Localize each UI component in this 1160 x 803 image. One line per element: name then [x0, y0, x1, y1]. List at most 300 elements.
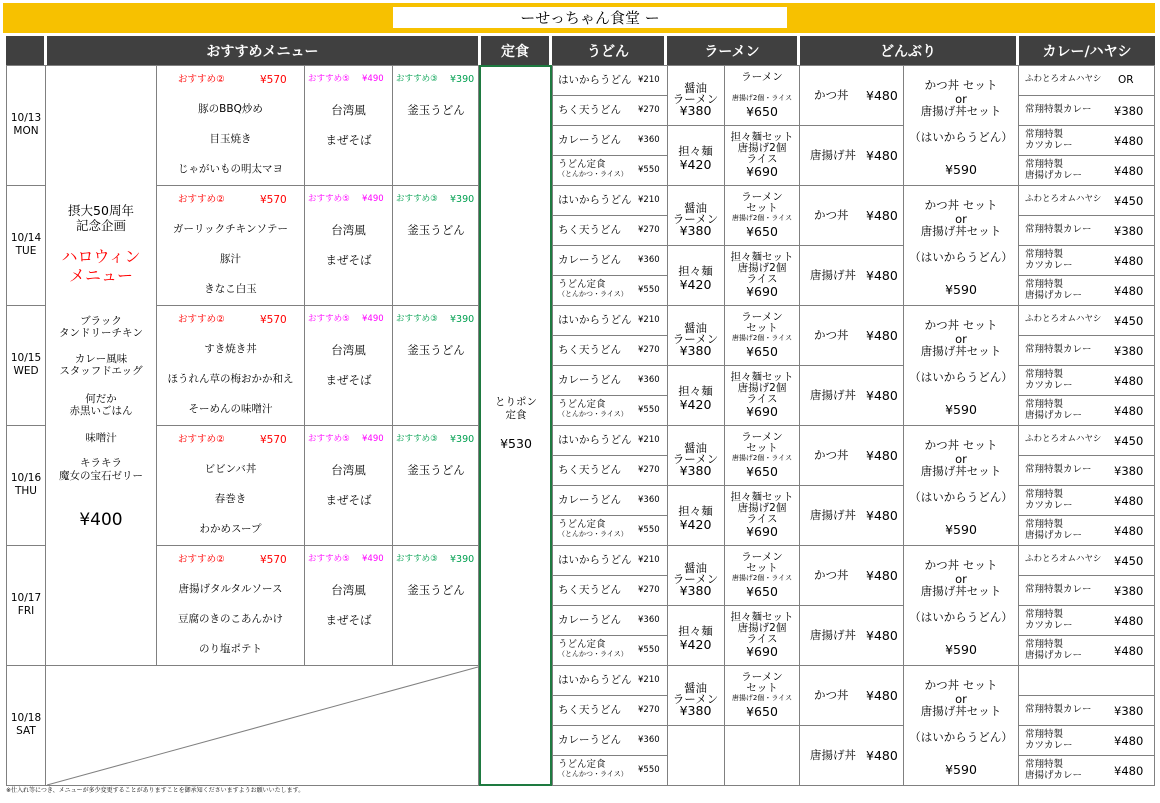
header-udon: うどん — [552, 36, 664, 66]
grid-line-v — [304, 65, 305, 665]
udon-name: うどん定食 — [558, 159, 606, 170]
ramen-set-sub: 唐揚げ2個・ライス — [731, 574, 793, 582]
grid-line-h — [1018, 485, 1155, 486]
don-set-1: かつ丼 セット — [924, 558, 998, 572]
ramen-set-sub: 唐揚げ2個・ライス — [731, 454, 793, 462]
grid-line-h — [552, 305, 1155, 306]
day-dow: TUE — [15, 245, 37, 257]
grid-line-h — [1018, 695, 1155, 696]
tantan: 担々麺 — [678, 504, 713, 518]
tantan-price: ¥420 — [679, 397, 712, 412]
grid-line-h — [6, 305, 46, 306]
day-date: 10/18 — [10, 712, 42, 724]
rec5-item-line1: 台湾風 — [331, 343, 366, 357]
don-set-3: （はいからうどん） — [909, 730, 1013, 744]
ramen-name: ラーメン — [672, 332, 719, 346]
ramen-shoyu-price: ¥380 — [679, 703, 712, 718]
grid-line-h — [1018, 125, 1155, 126]
tantan: 担々麺 — [678, 264, 713, 278]
curry-omu: ふわとろオムハヤシ — [1025, 74, 1102, 84]
rec2-item: のり塩ポテト — [199, 643, 262, 655]
rec3-label: おすすめ③ — [396, 314, 438, 324]
udon-sub: （とんかつ・ライス） — [558, 770, 628, 778]
grid-line-h — [1018, 515, 1155, 516]
udon-price: ¥210 — [638, 195, 660, 205]
rec5-item-line2: まぜそば — [325, 133, 372, 147]
grid-line-h — [799, 725, 904, 726]
don-set-price: ¥590 — [945, 162, 977, 177]
rec5-item-line1: 台湾風 — [331, 463, 366, 477]
grid-line-v — [156, 65, 157, 665]
special-item: 赤黒いごはん — [69, 405, 133, 417]
rec2-item: 豚のBBQ炒め — [198, 103, 263, 115]
curry-j1-price: ¥380 — [1114, 224, 1144, 238]
don-set-3: （はいからうどん） — [909, 130, 1013, 144]
header-teishoku: 定食 — [481, 36, 549, 66]
udon-name: ちく天うどん — [558, 104, 621, 116]
grid-line-h — [552, 185, 1155, 186]
grid-line-h — [552, 125, 668, 126]
don-set-1: かつ丼 セット — [924, 318, 998, 332]
ramen-shoyu-price: ¥380 — [679, 223, 712, 238]
grid-line-h — [667, 605, 800, 606]
curry-k-price: ¥480 — [1114, 254, 1144, 268]
rec2-label: おすすめ② — [178, 554, 225, 565]
grid-line-h — [667, 245, 800, 246]
special-price: ¥400 — [79, 510, 123, 530]
grid-line-h — [156, 305, 479, 306]
grid-line-h — [667, 485, 800, 486]
rec2-item: 豆腐のきのこあんかけ — [178, 613, 283, 625]
grid-line-h — [1018, 365, 1155, 366]
karaage-don: 唐揚げ丼 — [810, 268, 856, 282]
curry-j1: 常翔特製カレー — [1025, 464, 1092, 475]
grid-line-h — [552, 425, 1155, 426]
ramen-set-price: ¥650 — [746, 344, 778, 359]
ramen-name: ラーメン — [672, 212, 719, 226]
curry-k1: 常翔特製 — [1025, 129, 1064, 140]
rec3-item: 釜玉うどん — [407, 463, 465, 477]
ramen-shoyu: 醤油 — [684, 681, 707, 695]
karaage-don-price: ¥480 — [866, 628, 898, 643]
ramen-set: ラーメン — [741, 311, 783, 323]
curry-a1: 常翔特製 — [1025, 759, 1064, 770]
tantan-set-2: 唐揚げ2個 — [737, 502, 787, 514]
ramen-shoyu: 醤油 — [684, 441, 707, 455]
grid-line-h — [552, 545, 1155, 546]
curry-omu: ふわとろオムハヤシ — [1025, 554, 1102, 564]
rec2-item: じゃがいもの明太マヨ — [178, 163, 283, 175]
udon-price: ¥210 — [638, 675, 660, 685]
udon-price: ¥550 — [638, 525, 660, 535]
rec5-label: おすすめ⑤ — [308, 554, 350, 564]
rec3-item: 釜玉うどん — [407, 343, 465, 357]
rec3-item: 釜玉うどん — [407, 583, 465, 597]
day-date: 10/17 — [10, 592, 42, 604]
tantan-set-3: ライス — [746, 393, 778, 405]
curry-a1: 常翔特製 — [1025, 159, 1064, 170]
don-set-or: or — [955, 212, 967, 226]
rec2-item: 豚汁 — [220, 253, 241, 265]
ramen-set: ラーメン — [741, 671, 783, 683]
grid-line-h — [552, 485, 668, 486]
don-set-1: かつ丼 セット — [924, 678, 998, 692]
grid-line-h — [156, 425, 479, 426]
katsudon-price: ¥480 — [866, 208, 898, 223]
udon-sub: （とんかつ・ライス） — [558, 530, 628, 538]
katsudon: かつ丼 — [814, 448, 849, 462]
karaage-don: 唐揚げ丼 — [810, 388, 856, 402]
udon-price: ¥360 — [638, 375, 660, 385]
udon-price: ¥210 — [638, 435, 660, 445]
rec5-item-line2: まぜそば — [325, 493, 372, 507]
grid-line-h — [1018, 605, 1155, 606]
udon-name: はいからうどん — [558, 74, 632, 86]
grid-line-h — [6, 665, 46, 666]
grid-line-h — [552, 665, 1155, 666]
udon-sub: （とんかつ・ライス） — [558, 410, 628, 418]
curry-k2: カツカレー — [1025, 740, 1073, 751]
curry-k-price: ¥480 — [1114, 374, 1144, 388]
rec2-item: そーめんの味噌汁 — [188, 403, 273, 415]
special-item: 味噌汁 — [85, 432, 117, 444]
ramen-set-2: セット — [746, 562, 778, 574]
curry-k-price: ¥480 — [1114, 134, 1144, 148]
grid-line-h — [6, 65, 1155, 66]
curry-omu-price: ¥450 — [1114, 554, 1144, 568]
don-set-2: 唐揚げ丼セット — [920, 344, 1002, 358]
rec3-price: ¥390 — [450, 74, 475, 85]
udon-name: カレーうどん — [558, 734, 621, 746]
grid-line-h — [1018, 275, 1155, 276]
ramen-name: ラーメン — [672, 452, 719, 466]
ramen-shoyu: 醤油 — [684, 201, 707, 215]
grid-line-h — [1018, 215, 1155, 216]
rec2-price: ¥570 — [260, 434, 287, 446]
don-set-3: （はいからうどん） — [909, 370, 1013, 384]
ramen-set-price: ¥650 — [746, 584, 778, 599]
tantan-set-1: 担々麺セット — [730, 131, 794, 143]
don-set-2: 唐揚げ丼セット — [920, 104, 1002, 118]
don-set-2: 唐揚げ丼セット — [920, 224, 1002, 238]
katsudon: かつ丼 — [814, 688, 849, 702]
rec2-label: おすすめ② — [178, 434, 225, 445]
ramen-set-sub: 唐揚げ2個・ライス — [731, 694, 793, 702]
curry-j1-price: ¥380 — [1114, 704, 1144, 718]
rec5-label: おすすめ⑤ — [308, 434, 350, 444]
udon-name: うどん定食 — [558, 519, 606, 530]
katsudon-price: ¥480 — [866, 448, 898, 463]
rec5-label: おすすめ⑤ — [308, 194, 350, 204]
ramen-set: ラーメン — [741, 191, 783, 203]
udon-sub: （とんかつ・ライス） — [558, 650, 628, 658]
rec3-item: 釜玉うどん — [407, 103, 465, 117]
teishoku-price: ¥530 — [500, 436, 532, 451]
tantan-set-1: 担々麺セット — [730, 371, 794, 383]
don-set-price: ¥590 — [945, 522, 977, 537]
grid-line-h — [667, 125, 800, 126]
ramen-name: ラーメン — [672, 572, 719, 586]
grid-line-h — [552, 365, 668, 366]
karaage-don-price: ¥480 — [866, 748, 898, 763]
rec5-item-line2: まぜそば — [325, 253, 372, 267]
katsudon: かつ丼 — [814, 208, 849, 222]
don-set-3: （はいからうどん） — [909, 610, 1013, 624]
udon-price: ¥210 — [638, 75, 660, 85]
curry-omu-price: ¥450 — [1114, 314, 1144, 328]
rec2-label: おすすめ② — [178, 194, 225, 205]
udon-name: カレーうどん — [558, 254, 621, 266]
header-ramen: ラーメン — [667, 36, 797, 66]
teishoku-line2: 定食 — [505, 409, 527, 421]
tantan-set-2: 唐揚げ2個 — [737, 382, 787, 394]
grid-line-h — [799, 125, 904, 126]
day-date: 10/16 — [10, 472, 42, 484]
curry-k1: 常翔特製 — [1025, 249, 1064, 260]
grid-line-h — [1018, 335, 1155, 336]
special-title-2: 記念企画 — [75, 218, 126, 233]
udon-price: ¥550 — [638, 405, 660, 415]
rec3-price: ¥390 — [450, 194, 475, 205]
grid-line-h — [1018, 725, 1155, 726]
udon-name: はいからうどん — [558, 194, 632, 206]
special-title-1: 摂大50周年 — [68, 203, 134, 218]
day-dow: MON — [13, 125, 39, 137]
udon-price: ¥360 — [638, 615, 660, 625]
tantan-set-1: 担々麺セット — [730, 251, 794, 263]
tantan-set-2: 唐揚げ2個 — [737, 622, 787, 634]
tantan-set-3: ライス — [746, 633, 778, 645]
udon-price: ¥550 — [638, 165, 660, 175]
udon-name: ちく天うどん — [558, 344, 621, 356]
rec2-item: 春巻き — [214, 493, 247, 505]
curry-a2: 唐揚げカレー — [1025, 530, 1083, 541]
ramen-name: ラーメン — [672, 92, 719, 106]
rec2-price: ¥570 — [260, 194, 287, 206]
ramen-shoyu-price: ¥380 — [679, 463, 712, 478]
curry-k-price: ¥480 — [1114, 494, 1144, 508]
udon-price: ¥270 — [638, 585, 660, 595]
grid-line-h — [552, 95, 668, 96]
grid-line-h — [156, 545, 479, 546]
curry-omu: ふわとろオムハヤシ — [1025, 314, 1102, 324]
don-set-or: or — [955, 332, 967, 346]
grid-line-h — [552, 155, 668, 156]
ramen-shoyu: 醤油 — [684, 321, 707, 335]
rec2-item: 目玉焼き — [209, 133, 252, 145]
grid-line-h — [552, 335, 668, 336]
grid-line-h — [1018, 95, 1155, 96]
grid-line-h — [6, 425, 46, 426]
curry-a2: 唐揚げカレー — [1025, 650, 1083, 661]
ramen-set-sub: 唐揚げ2個・ライス — [731, 94, 793, 102]
udon-name: うどん定食 — [558, 279, 606, 290]
karaage-don: 唐揚げ丼 — [810, 748, 856, 762]
don-set-price: ¥590 — [945, 762, 977, 777]
rec3-price: ¥390 — [450, 314, 475, 325]
udon-price: ¥360 — [638, 255, 660, 265]
grid-line-h — [1018, 155, 1155, 156]
grid-line-h — [552, 605, 668, 606]
udon-price: ¥270 — [638, 705, 660, 715]
special-item: ブラック — [80, 315, 122, 327]
curry-a2: 唐揚げカレー — [1025, 170, 1083, 181]
udon-price: ¥550 — [638, 285, 660, 295]
curry-j1: 常翔特製カレー — [1025, 224, 1092, 235]
karaage-don-price: ¥480 — [866, 148, 898, 163]
udon-sub: （とんかつ・ライス） — [558, 290, 628, 298]
ramen-set-sub: 唐揚げ2個・ライス — [731, 334, 793, 342]
curry-k2: カツカレー — [1025, 140, 1073, 151]
curry-a-price: ¥480 — [1114, 284, 1144, 298]
rec3-price: ¥390 — [450, 554, 475, 565]
grid-line-h — [552, 575, 668, 576]
grid-line-h — [552, 725, 668, 726]
ramen-set-2: セット — [746, 322, 778, 334]
day-dow: FRI — [17, 605, 35, 617]
rec2-item: 唐揚げタルタルソース — [178, 583, 283, 595]
curry-a-price: ¥480 — [1114, 764, 1144, 778]
karaage-don-price: ¥480 — [866, 508, 898, 523]
curry-j1-price: ¥380 — [1114, 104, 1144, 118]
curry-k2: カツカレー — [1025, 380, 1073, 391]
katsudon-price: ¥480 — [866, 88, 898, 103]
grid-line-h — [1018, 395, 1155, 396]
curry-k-price: ¥480 — [1114, 734, 1144, 748]
tantan-price: ¥420 — [679, 637, 712, 652]
grid-line-h — [552, 275, 668, 276]
katsudon-price: ¥480 — [866, 688, 898, 703]
don-set-or: or — [955, 572, 967, 586]
tantan-price: ¥420 — [679, 517, 712, 532]
grid-line-h — [552, 635, 668, 636]
rec5-price: ¥490 — [362, 314, 384, 324]
tantan-set-3: ライス — [746, 153, 778, 165]
curry-a2: 唐揚げカレー — [1025, 290, 1083, 301]
udon-price: ¥360 — [638, 495, 660, 505]
curry-omu-price: ¥450 — [1114, 434, 1144, 448]
tantan-set-price: ¥690 — [746, 164, 778, 179]
udon-name: ちく天うどん — [558, 584, 621, 596]
special-item: 何だか — [85, 393, 117, 405]
grid-line-h — [6, 545, 46, 546]
rec2-label: おすすめ② — [178, 314, 225, 325]
udon-name: ちく天うどん — [558, 464, 621, 476]
udon-name: うどん定食 — [558, 399, 606, 410]
karaage-don: 唐揚げ丼 — [810, 508, 856, 522]
udon-sub: （とんかつ・ライス） — [558, 170, 628, 178]
grid-line-h — [1018, 635, 1155, 636]
tantan: 担々麺 — [678, 384, 713, 398]
curry-k1: 常翔特製 — [1025, 489, 1064, 500]
header-blank — [6, 36, 44, 66]
ramen-set: ラーメン — [741, 431, 783, 443]
udon-price: ¥550 — [638, 645, 660, 655]
udon-price: ¥270 — [638, 465, 660, 475]
curry-k1: 常翔特製 — [1025, 609, 1064, 620]
rec5-item-line1: 台湾風 — [331, 583, 366, 597]
rec2-item: わかめスープ — [199, 523, 262, 535]
grid-line-h — [1018, 575, 1155, 576]
curry-k2: カツカレー — [1025, 620, 1073, 631]
tantan-set-2: 唐揚げ2個 — [737, 262, 787, 274]
karaage-don: 唐揚げ丼 — [810, 628, 856, 642]
header-curry: カレー/ハヤシ — [1019, 36, 1155, 66]
tantan-set-price: ¥690 — [746, 404, 778, 419]
special-item: タンドリーチキン — [59, 327, 143, 339]
halloween-title-1: ハロウィン — [61, 247, 141, 266]
udon-name: はいからうどん — [558, 554, 632, 566]
don-set-price: ¥590 — [945, 642, 977, 657]
teishoku-frame — [479, 65, 552, 786]
curry-omu-or: OR — [1118, 74, 1134, 86]
day-dow: SAT — [16, 725, 36, 737]
grid-line-h — [552, 695, 668, 696]
don-set-or: or — [955, 92, 967, 106]
grid-line-h — [667, 725, 800, 726]
udon-name: カレーうどん — [558, 494, 621, 506]
grid-line-h — [1018, 755, 1155, 756]
ramen-name: ラーメン — [672, 692, 719, 706]
curry-a1: 常翔特製 — [1025, 519, 1064, 530]
udon-name: カレーうどん — [558, 614, 621, 626]
grid-line-h — [1018, 245, 1155, 246]
curry-j1-price: ¥380 — [1114, 464, 1144, 478]
special-item: スタッフドエッグ — [59, 365, 143, 377]
curry-a2: 唐揚げカレー — [1025, 410, 1083, 421]
katsudon: かつ丼 — [814, 88, 849, 102]
ramen-set-2: セット — [746, 682, 778, 694]
rec5-item-line2: まぜそば — [325, 613, 372, 627]
curry-a-price: ¥480 — [1114, 164, 1144, 178]
don-set-3: （はいからうどん） — [909, 250, 1013, 264]
udon-name: ちく天うどん — [558, 224, 621, 236]
halloween-title-2: メニュー — [68, 266, 133, 285]
udon-price: ¥210 — [638, 315, 660, 325]
rec2-item: きなこ白玉 — [204, 283, 257, 295]
ramen-set-2: セット — [746, 442, 778, 454]
ramen-set-2: セット — [746, 202, 778, 214]
curry-a1: 常翔特製 — [1025, 639, 1064, 650]
curry-a1: 常翔特製 — [1025, 279, 1064, 290]
footnote: ※仕入れ等につき、メニューが多少変更することがありますことを御承知くださいますようお願いいたします。 — [6, 787, 305, 794]
tantan-price: ¥420 — [679, 277, 712, 292]
curry-k1: 常翔特製 — [1025, 729, 1064, 740]
don-set-3: （はいからうどん） — [909, 490, 1013, 504]
grid-line-h — [156, 185, 479, 186]
curry-a-price: ¥480 — [1114, 404, 1144, 418]
grid-line-h — [1018, 455, 1155, 456]
special-item: カレー風味 — [74, 353, 128, 365]
tantan-set-2: 唐揚げ2個 — [737, 142, 787, 154]
ramen-set-price: ¥650 — [746, 224, 778, 239]
tantan-set-price: ¥690 — [746, 644, 778, 659]
rec3-label: おすすめ③ — [396, 194, 438, 204]
rec5-price: ¥490 — [362, 434, 384, 444]
grid-line-h — [799, 605, 904, 606]
curry-omu-price: ¥450 — [1114, 194, 1144, 208]
karaage-don-price: ¥480 — [866, 268, 898, 283]
tantan-set-3: ライス — [746, 273, 778, 285]
rec2-item: ガーリックチキンソテー — [173, 223, 288, 235]
header-recommend: おすすめメニュー — [47, 36, 478, 66]
udon-price: ¥270 — [638, 105, 660, 115]
rec5-label: おすすめ⑤ — [308, 74, 350, 84]
ramen-set-price: ¥650 — [746, 104, 778, 119]
curry-j1: 常翔特製カレー — [1025, 584, 1092, 595]
rec3-item: 釜玉うどん — [407, 223, 465, 237]
don-set-1: かつ丼 セット — [924, 438, 998, 452]
